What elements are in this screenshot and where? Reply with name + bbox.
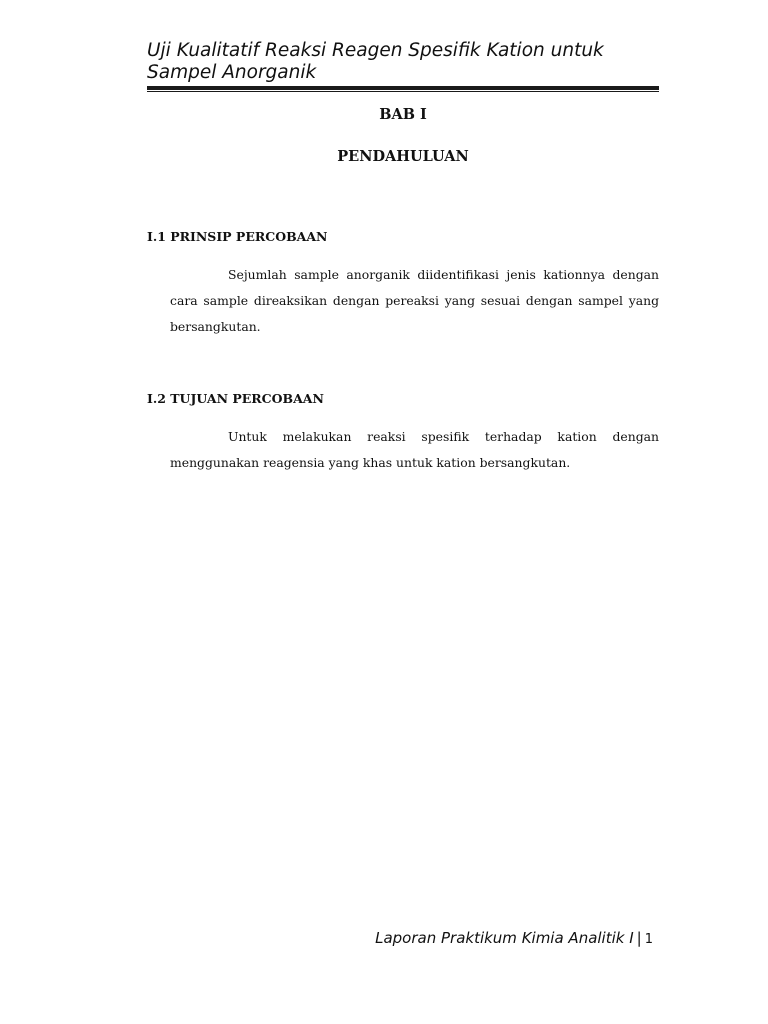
section-heading-tujuan: I.2 TUJUAN PERCOBAAN: [147, 391, 324, 406]
section-heading-prinsip: I.1 PRINSIP PERCOBAAN: [147, 229, 328, 244]
footer-separator: |: [636, 929, 642, 947]
page-number: 1: [644, 932, 653, 947]
footer-title: Laporan Praktikum Kimia Analitik I: [375, 929, 634, 947]
page-header-title: Uji Kualitatif Reaksi Reagen Spesifik Kation untuk Sampel Anorganik: [147, 40, 604, 83]
page-footer: [375, 929, 653, 947]
chapter-number: BAB I: [379, 106, 427, 123]
header-rule-thick: [147, 86, 659, 90]
section-paragraph-prinsip: Sejumlah sample anorganik diidentifikasi jenis kationnya dengan cara sample direaksikan dengan pereaksi yang sesuai dengan sampel yang bersangkutan.: [170, 267, 659, 334]
header-rule-thin: [147, 91, 659, 92]
section-paragraph-tujuan: Untuk melakukan reaksi spesifik terhadap kation dengan menggunakan reagensia yang khas untuk kation bersangkutan.: [170, 429, 659, 470]
chapter-title: PENDAHULUAN: [337, 148, 469, 165]
